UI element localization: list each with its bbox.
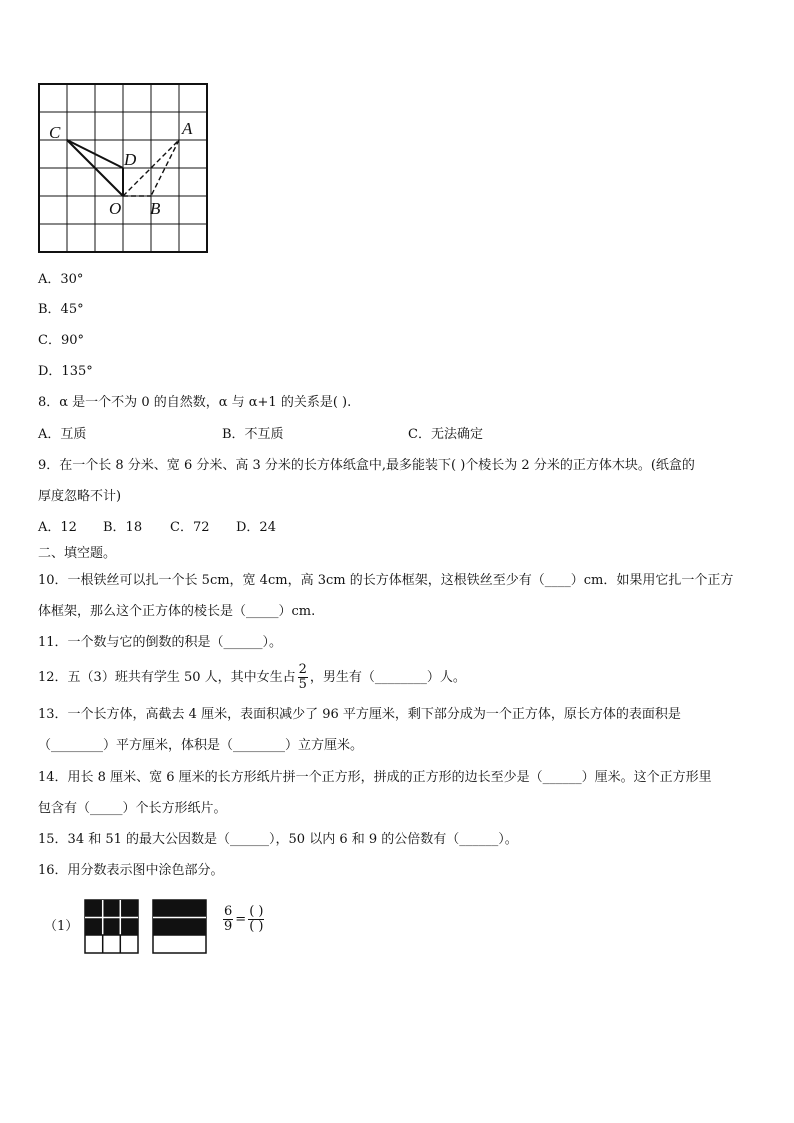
q16-equals: = <box>235 912 247 927</box>
q8-option-c: C．无法确定 <box>408 427 483 442</box>
q8-option-a: A．互质 <box>38 427 87 442</box>
q16-fraction-numerator: 6 <box>224 904 233 919</box>
q13-text-line2: （________）平方厘米，体积是（________）立方厘米。 <box>38 738 364 753</box>
q16-answer-fraction[interactable] <box>248 905 264 934</box>
label-c: C <box>49 123 61 142</box>
q14-text-line1: 14．用长 8 厘米、宽 6 厘米的长方形纸片拼一个正方形，拼成的正方形的边长至少是（______）厘米。这个正方形里 <box>38 770 712 785</box>
label-a: A <box>182 119 193 138</box>
shaded-strips-3 <box>152 899 208 955</box>
q9-option-c: C．72 <box>170 520 210 535</box>
q12-text <box>38 657 466 699</box>
q9-option-b: B．18 <box>103 520 143 535</box>
q14-text-line2: 包含有（_____）个长方形纸片。 <box>38 801 227 816</box>
label-b: B <box>150 199 161 218</box>
q15-text: 15．34 和 51 的最大公因数是（______），50 以内 6 和 9 的公倍数有（______）。 <box>38 832 518 847</box>
section-title-fill-in: 二、填空题。 <box>38 546 117 561</box>
q16-sub-label: （1） <box>44 919 79 934</box>
q13-text-line1: 13．一个长方体，高截去 4 厘米，表面积减少了 96 平方厘米，剩下部分成为一个正方体，原长方体的表面积是 <box>38 707 681 722</box>
q7-option-d: D．135° <box>38 364 93 379</box>
q8-text: 8．α 是一个不为 0 的自然数，α 与 α+1 的关系是( ). <box>38 395 352 410</box>
q10-text-line2: 体框架，那么这个正方体的棱长是（_____）cm. <box>38 604 316 619</box>
q16-fraction-denominator: 9 <box>224 919 233 934</box>
label-d: D <box>124 150 137 169</box>
q11-text: 11．一个数与它的倒数的积是（______）。 <box>38 635 283 650</box>
q12-fraction-numerator: 2 <box>298 662 307 677</box>
q7-option-a: A．30° <box>38 272 84 287</box>
q12-fraction-denominator: 5 <box>298 677 307 692</box>
q9-option-a: A．12 <box>38 520 77 535</box>
q7-option-c: C．90° <box>38 333 84 348</box>
q9-option-d: D．24 <box>236 520 276 535</box>
q8-option-b: B．不互质 <box>222 427 284 442</box>
geometry-grid-figure <box>38 83 210 255</box>
q16-answer-numerator[interactable]: ( ) <box>249 904 264 919</box>
q9-text-line2: 厚度忽略不计) <box>38 489 122 504</box>
q10-text-line1: 10．一根铁丝可以扎一个长 5cm，宽 4cm，高 3cm 的长方体框架，这根铁丝至少有（____）cm．如果用它扎一个正方 <box>38 573 734 588</box>
q16-equation <box>221 905 266 934</box>
q9-text-line1: 9．在一个长 8 分米、宽 6 分米、高 3 分米的长方体纸盒中,最多能装下( )个棱长为 2 分米的正方体木块。(纸盒的 <box>38 458 695 473</box>
q12-text-after: ，男生有（________）人。 <box>309 670 466 685</box>
shaded-grid-3x3 <box>84 899 140 955</box>
q12-text-before: 12．五（3）班共有学生 50 人，其中女生占 <box>38 670 296 685</box>
label-o: O <box>109 199 122 218</box>
q16-answer-denominator[interactable]: ( ) <box>249 919 264 934</box>
q12-fraction <box>298 663 308 692</box>
q7-option-b: B．45° <box>38 302 84 317</box>
q16-fraction <box>223 905 233 934</box>
q16-text: 16．用分数表示图中涂色部分。 <box>38 863 224 878</box>
